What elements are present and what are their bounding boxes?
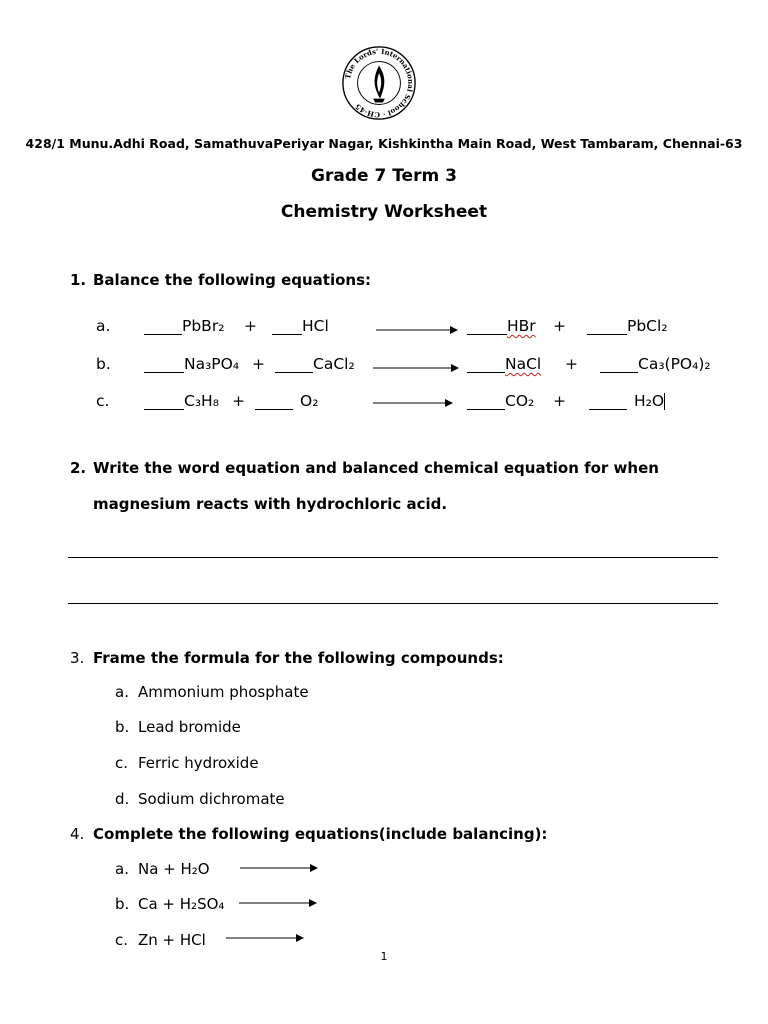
q1-row-b-blank-1[interactable] — [144, 371, 184, 373]
q3-item-a-text: Ammonium phosphate — [138, 683, 309, 701]
q1-row-b-blank-2[interactable] — [275, 371, 313, 373]
q1-row-b-plus-2: + — [565, 355, 578, 373]
q1-row-c-blank-1[interactable] — [144, 408, 184, 410]
q2-text-line-2: magnesium reacts with hydrochloric acid. — [93, 495, 448, 513]
q1-row-c-blank-2[interactable] — [255, 408, 293, 410]
reaction-arrow-icon — [373, 397, 453, 409]
q1-row-c-reactant-2: O₂ — [300, 392, 319, 410]
q3-item-d-label: d. — [115, 790, 130, 808]
q4-item-b-label: b. — [115, 895, 130, 913]
q3-item-c-label: c. — [115, 754, 129, 772]
q1-row-a-blank-3[interactable] — [467, 333, 507, 335]
q1-row-a-blank-4[interactable] — [587, 333, 627, 335]
q1-row-b-blank-3[interactable] — [467, 371, 505, 373]
q1-row-a-reactant-2: HCl — [302, 317, 329, 335]
q1-row-a-blank-2[interactable] — [272, 333, 302, 335]
text-cursor — [664, 393, 665, 410]
reaction-arrow-icon — [226, 932, 304, 944]
reaction-arrow-icon — [376, 324, 458, 336]
q1-row-b-reactant-1: Na₃PO₄ — [184, 355, 240, 373]
q2-text-line-1: Write the word equation and balanced chemical equation for when — [93, 459, 659, 477]
q1-row-c-product-1: CO₂ — [505, 392, 535, 410]
q3-number: 3. — [70, 649, 85, 667]
q1-row-b-blank-4[interactable] — [600, 371, 638, 373]
answer-line-1[interactable] — [68, 557, 718, 558]
q1-row-b-reactant-2: CaCl₂ — [313, 355, 355, 373]
reaction-arrow-icon — [239, 897, 317, 909]
reaction-arrow-icon — [240, 862, 318, 874]
q1-row-a-plus-2: + — [553, 317, 566, 335]
q4-item-b-text: Ca + H₂SO₄ — [138, 895, 225, 913]
q1-row-a-plus-1: + — [244, 317, 257, 335]
q1-row-c-blank-3[interactable] — [467, 408, 505, 410]
q4-number: 4. — [70, 825, 85, 843]
grade-heading: Grade 7 Term 3 — [311, 166, 457, 186]
q2-number: 2. — [70, 459, 87, 477]
answer-line-2[interactable] — [68, 603, 718, 604]
q1-row-a-reactant-1: PbBr₂ — [182, 317, 225, 335]
q3-item-a-label: a. — [115, 683, 129, 701]
q1-row-a-product-2: PbCl₂ — [627, 317, 668, 335]
q4-item-a-label: a. — [115, 860, 129, 878]
q1-row-b-label: b. — [96, 355, 111, 373]
school-logo — [340, 44, 418, 122]
page-number: 1 — [380, 950, 388, 963]
q1-row-c-reactant-1: C₃H₈ — [184, 392, 219, 410]
q1-row-c-product-2: H₂O — [634, 392, 665, 410]
q1-row-c-label: c. — [96, 392, 110, 410]
q1-row-b-plus-1: + — [252, 355, 265, 373]
q3-item-b-label: b. — [115, 718, 130, 736]
q1-row-c-blank-4[interactable] — [589, 408, 627, 410]
q1-row-c-plus-1: + — [232, 392, 245, 410]
q3-text: Frame the formula for the following compounds: — [93, 649, 504, 667]
q1-text: Balance the following equations: — [93, 271, 372, 289]
q3-item-b-text: Lead bromide — [138, 718, 241, 736]
q4-item-c-label: c. — [115, 931, 129, 949]
q1-row-c-plus-2: + — [553, 392, 566, 410]
worksheet-title: Chemistry Worksheet — [280, 202, 488, 222]
q4-item-a-text: Na + H₂O — [138, 860, 210, 878]
q1-row-a-label: a. — [96, 317, 111, 335]
reaction-arrow-icon — [373, 362, 459, 374]
q1-row-a-product-1: HBr — [507, 317, 536, 335]
school-address: 428/1 Munu.Adhi Road, SamathuvaPeriyar Nagar, Kishkintha Main Road, West Tambaram, Chennai-63 — [25, 136, 743, 151]
q1-number: 1. — [70, 271, 87, 289]
q3-item-c-text: Ferric hydroxide — [138, 754, 259, 772]
q3-item-d-text: Sodium dichromate — [138, 790, 285, 808]
q1-row-b-product-2: Ca₃(PO₄)₂ — [638, 355, 711, 373]
logo-text: The Lords' International School · CH·45 — [343, 46, 416, 120]
q1-row-b-product-1: NaCl — [505, 355, 542, 373]
q4-item-c-text: Zn + HCl — [138, 931, 206, 949]
q4-text: Complete the following equations(include balancing): — [93, 825, 548, 843]
q1-row-a-blank-1[interactable] — [144, 333, 182, 335]
